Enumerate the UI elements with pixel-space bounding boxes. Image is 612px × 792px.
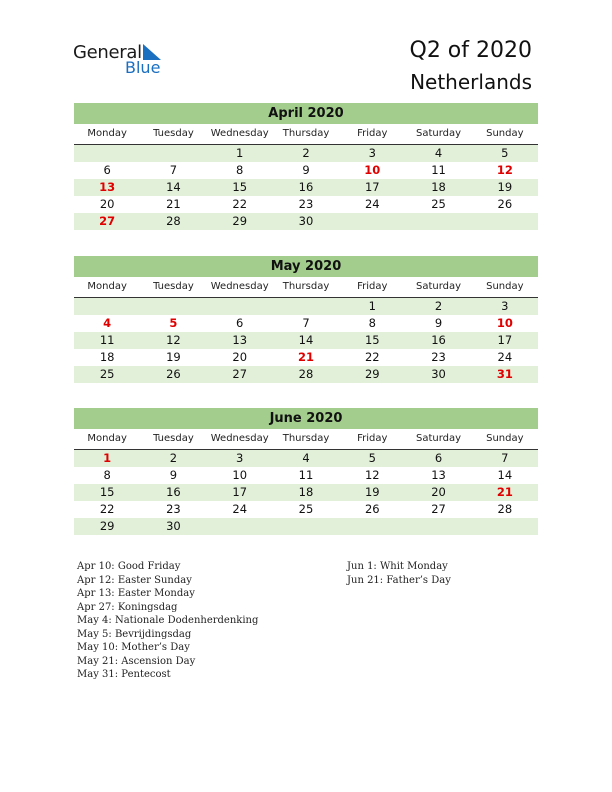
day-cell	[74, 145, 140, 162]
day-cell: 19	[364, 485, 380, 499]
day-cell: 20	[431, 485, 446, 499]
day-cell: 13	[431, 468, 446, 482]
day-cell: 10	[364, 163, 381, 177]
week-row	[74, 467, 538, 484]
month-calendar	[74, 103, 538, 230]
day-cell: 11	[431, 163, 446, 177]
day-cell: 26	[497, 197, 513, 211]
weekday-label: Thursday	[282, 128, 330, 139]
day-cell: 15	[232, 180, 248, 194]
day-cell: 8	[236, 163, 244, 177]
month-title: April 2020	[74, 103, 538, 124]
day-cell: 4	[103, 316, 112, 330]
day-cell: 6	[103, 163, 111, 177]
week-row	[74, 484, 538, 501]
day-cell: 24	[364, 197, 380, 211]
weekday-label: Tuesday	[153, 433, 194, 444]
weekday-label: Thursday	[282, 433, 330, 444]
day-cell: 20	[232, 350, 248, 364]
month-title: May 2020	[74, 256, 538, 277]
day-cell: 13	[232, 333, 248, 347]
day-cell: 7	[302, 316, 310, 330]
day-cell: 16	[431, 333, 446, 347]
day-cell: 3	[501, 299, 509, 313]
day-cell: 5	[169, 316, 178, 330]
week-row	[74, 145, 538, 162]
day-cell: 26	[166, 367, 181, 381]
day-cell: 16	[298, 180, 314, 194]
day-cell: 28	[497, 502, 513, 516]
day-cell: 28	[166, 214, 181, 228]
day-cell: 14	[298, 333, 314, 347]
day-cell: 12	[364, 468, 380, 482]
logo-word-blue: Blue	[125, 58, 161, 77]
day-cell: 9	[169, 468, 178, 482]
week-row	[74, 518, 538, 535]
day-cell	[273, 298, 339, 315]
day-cell: 30	[431, 367, 446, 381]
day-cell: 2	[434, 299, 443, 313]
day-cell: 7	[169, 163, 178, 177]
day-cell: 14	[166, 180, 181, 194]
day-cell: 24	[497, 350, 513, 364]
day-cell: 3	[236, 451, 244, 465]
weekday-label: Tuesday	[153, 281, 194, 292]
day-cell	[140, 145, 206, 162]
day-cell: 1	[236, 146, 244, 160]
week-row	[74, 450, 538, 467]
day-cell: 25	[431, 197, 446, 211]
day-cell: 8	[368, 316, 376, 330]
day-cell: 18	[431, 180, 446, 194]
week-row	[74, 213, 538, 230]
day-cell: 25	[298, 502, 314, 516]
day-cell: 17	[364, 180, 380, 194]
holiday-entry: May 10: Mother’s Day	[77, 642, 190, 653]
day-cell: 2	[169, 451, 178, 465]
day-cell: 27	[431, 502, 446, 516]
day-cell: 23	[166, 502, 181, 516]
day-cell: 2	[302, 146, 310, 160]
weekday-label: Wednesday	[210, 433, 269, 444]
weekday-label: Sunday	[486, 128, 524, 139]
day-cell: 22	[99, 502, 115, 516]
day-cell: 17	[497, 333, 513, 347]
day-cell: 29	[364, 367, 380, 381]
day-cell: 19	[166, 350, 181, 364]
month-title: June 2020	[74, 408, 538, 429]
day-cell	[472, 518, 538, 535]
day-cell: 26	[364, 502, 380, 516]
day-cell: 23	[431, 350, 446, 364]
weekday-label: Monday	[87, 433, 127, 444]
day-cell: 9	[302, 163, 310, 177]
day-cell: 16	[166, 485, 181, 499]
holiday-entry: May 4: Nationale Dodenherdenking	[77, 615, 259, 626]
weekday-header-row	[74, 429, 538, 450]
day-cell	[339, 213, 405, 230]
weekday-label: Friday	[357, 128, 388, 139]
day-cell: 18	[298, 485, 314, 499]
day-cell: 8	[103, 468, 111, 482]
weekday-label: Tuesday	[153, 128, 194, 139]
day-cell: 30	[298, 214, 314, 228]
day-cell: 17	[232, 485, 248, 499]
week-row	[74, 315, 538, 332]
weekday-label: Sunday	[486, 433, 524, 444]
day-cell: 11	[99, 333, 115, 347]
day-cell	[140, 298, 206, 315]
week-row	[74, 196, 538, 213]
day-cell	[74, 298, 140, 315]
holiday-entry: Apr 13: Easter Monday	[77, 588, 195, 599]
day-cell: 1	[368, 299, 376, 313]
day-cell: 21	[166, 197, 181, 211]
day-cell: 12	[166, 333, 181, 347]
weekday-label: Saturday	[416, 128, 462, 139]
day-cell	[207, 518, 273, 535]
weekday-label: Saturday	[416, 433, 462, 444]
day-cell: 24	[232, 502, 248, 516]
day-cell: 5	[368, 451, 376, 465]
day-cell: 18	[99, 350, 115, 364]
weekday-label: Wednesday	[210, 128, 269, 139]
day-cell: 27	[99, 214, 116, 228]
week-row	[74, 162, 538, 179]
day-cell: 10	[496, 316, 513, 330]
day-cell: 9	[434, 316, 443, 330]
holiday-entry: May 21: Ascension Day	[77, 655, 196, 667]
day-cell: 4	[302, 451, 310, 465]
day-cell: 13	[99, 180, 116, 194]
page-title: Q2 of 2020	[409, 38, 532, 63]
day-cell	[273, 518, 339, 535]
day-cell: 25	[99, 367, 115, 381]
day-cell: 21	[297, 350, 314, 364]
day-cell: 6	[434, 451, 443, 465]
month-calendar	[74, 256, 538, 383]
day-cell	[207, 298, 273, 315]
weekday-label: Monday	[87, 281, 127, 292]
day-cell: 20	[99, 197, 115, 211]
day-cell: 31	[496, 367, 513, 381]
day-cell: 6	[236, 316, 244, 330]
weekday-label: Friday	[357, 281, 388, 292]
weekday-label: Saturday	[416, 281, 462, 292]
weekday-label: Sunday	[486, 281, 524, 292]
day-cell	[405, 213, 471, 230]
weekday-label: Monday	[87, 128, 127, 139]
day-cell: 29	[99, 519, 115, 533]
weekday-header-row	[74, 277, 538, 298]
week-row	[74, 349, 538, 366]
day-cell: 4	[434, 146, 443, 160]
week-row	[74, 298, 538, 315]
holiday-entry: Apr 27: Koningsdag	[77, 601, 178, 613]
holiday-entry: Jun 1: Whit Monday	[347, 561, 448, 572]
weekday-label: Wednesday	[210, 281, 269, 292]
holiday-list-right	[347, 560, 451, 587]
holiday-entry: Apr 12: Easter Sunday	[77, 574, 192, 586]
day-cell	[472, 213, 538, 230]
day-cell: 15	[364, 333, 380, 347]
week-row	[74, 179, 538, 196]
weekday-header-row	[74, 124, 538, 145]
day-cell: 21	[496, 485, 513, 499]
day-cell: 27	[232, 367, 248, 381]
day-cell	[339, 518, 405, 535]
logo-word-general: General	[73, 42, 142, 63]
weekday-label: Thursday	[282, 281, 330, 292]
day-cell: 23	[298, 197, 314, 211]
holiday-entry: Jun 21: Father’s Day	[347, 574, 451, 586]
day-cell: 30	[166, 519, 181, 533]
day-cell: 28	[298, 367, 314, 381]
day-cell: 15	[99, 485, 115, 499]
day-cell: 10	[232, 468, 248, 482]
weekday-label: Friday	[357, 433, 388, 444]
holiday-list-left	[77, 560, 258, 682]
week-row	[74, 332, 538, 349]
day-cell: 29	[232, 214, 248, 228]
day-cell: 22	[364, 350, 380, 364]
day-cell: 12	[496, 163, 513, 177]
week-row	[74, 366, 538, 383]
week-row	[74, 501, 538, 518]
day-cell	[405, 518, 471, 535]
day-cell: 5	[501, 146, 509, 160]
day-cell: 1	[103, 451, 112, 465]
day-cell: 19	[497, 180, 513, 194]
holiday-entry: May 31: Pentecost	[77, 669, 171, 680]
day-cell: 14	[497, 468, 513, 482]
month-calendar	[74, 408, 538, 535]
holiday-entry: May 5: Bevrijdingsdag	[77, 628, 192, 640]
day-cell: 22	[232, 197, 248, 211]
day-cell: 3	[368, 146, 376, 160]
country-name: Netherlands	[410, 70, 532, 94]
brand-logo	[73, 40, 173, 80]
holiday-entry: Apr 10: Good Friday	[77, 561, 181, 572]
day-cell: 7	[501, 451, 509, 465]
day-cell: 11	[298, 468, 314, 482]
